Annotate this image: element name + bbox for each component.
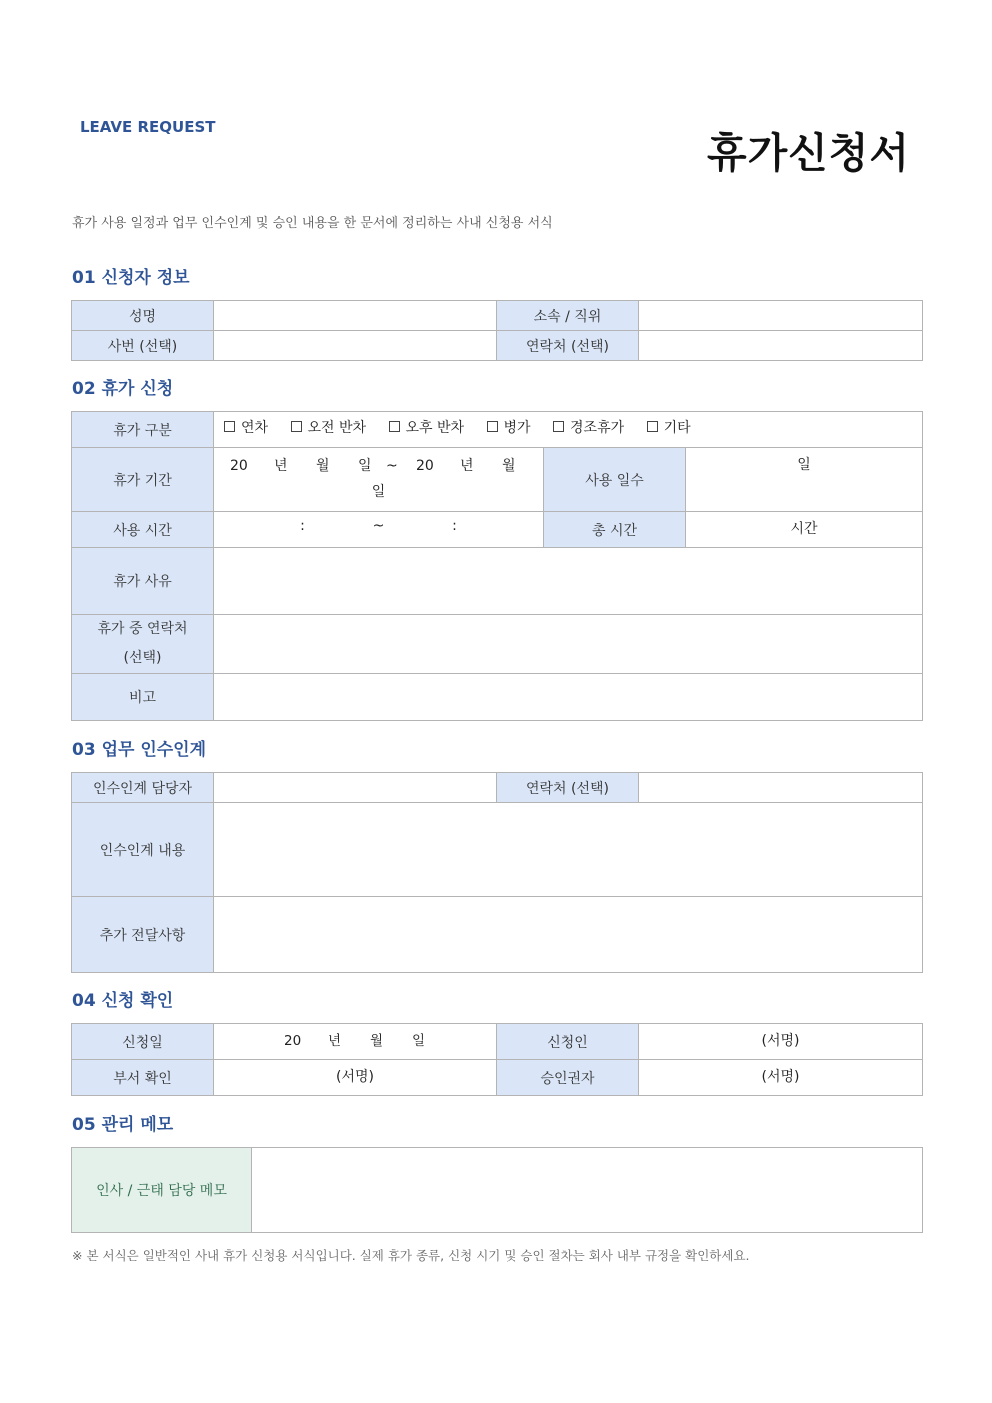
- leave-table: [71, 411, 923, 721]
- approver-signature-field[interactable]: (서명): [639, 1060, 923, 1096]
- application-date-field[interactable]: 20 년 월 일: [214, 1024, 497, 1060]
- handover-content-field[interactable]: [214, 803, 923, 897]
- handover-person-label: 인수인계 담당자: [72, 773, 214, 803]
- leave-reason-label: 휴가 사유: [72, 548, 214, 615]
- contact-during-leave-label: 휴가 중 연락처 (선택): [72, 615, 214, 674]
- hr-memo-label: 인사 / 근태 담당 메모: [72, 1148, 252, 1233]
- department-position-field[interactable]: [639, 301, 923, 331]
- memo-table: [71, 1147, 923, 1233]
- applicant-table: [71, 300, 923, 361]
- checkbox-icon[interactable]: [647, 421, 658, 432]
- total-hours-label: 총 시간: [544, 512, 686, 548]
- remarks-label: 비고: [72, 674, 214, 721]
- section-heading-leave: 02 휴가 신청: [72, 379, 174, 399]
- section-heading-handover: 03 업무 인수인계: [72, 740, 207, 760]
- handover-contact-label: 연락처 (선택): [497, 773, 639, 803]
- checkbox-icon[interactable]: [553, 421, 564, 432]
- department-check-label: 부서 확인: [72, 1060, 214, 1096]
- approver-label: 승인권자: [497, 1060, 639, 1096]
- section-heading-memo: 05 관리 메모: [72, 1115, 174, 1135]
- remarks-field[interactable]: [214, 674, 923, 721]
- name-field[interactable]: [214, 301, 497, 331]
- applicant-signature-label: 신청인: [497, 1024, 639, 1060]
- leave-type-family-event[interactable]: 경조휴가: [553, 420, 624, 436]
- used-time-field[interactable]: : ~ :: [214, 512, 544, 548]
- section-heading-confirm: 04 신청 확인: [72, 991, 174, 1011]
- application-date-label: 신청일: [72, 1024, 214, 1060]
- department-position-label: 소속 / 직위: [497, 301, 639, 331]
- brand-label: LEAVE REQUEST: [80, 118, 216, 136]
- leave-period-field[interactable]: 20 년 월 일 ~ 20 년 월 일: [214, 448, 544, 512]
- used-days-field[interactable]: 일: [686, 448, 923, 512]
- hr-memo-field[interactable]: [252, 1148, 923, 1233]
- leave-type-sick[interactable]: 병가: [487, 420, 531, 436]
- leave-reason-field[interactable]: [214, 548, 923, 615]
- leave-type-other[interactable]: 기타: [647, 420, 691, 436]
- total-hours-field[interactable]: 시간: [686, 512, 923, 548]
- footnote: ※ 본 서식은 일반적인 사내 휴가 신청용 서식입니다. 실제 휴가 종류, 신청 시기 및 승인 절차는 회사 내부 규정을 확인하세요.: [72, 1248, 750, 1263]
- contact-during-leave-field[interactable]: [214, 615, 923, 674]
- leave-type-morning-half[interactable]: 오전 반차: [291, 420, 367, 436]
- handover-contact-field[interactable]: [639, 773, 923, 803]
- section-heading-applicant: 01 신청자 정보: [72, 268, 190, 288]
- leave-type-label: 휴가 구분: [72, 412, 214, 448]
- checkbox-icon[interactable]: [389, 421, 400, 432]
- confirm-table: [71, 1023, 923, 1096]
- used-days-label: 사용 일수: [544, 448, 686, 512]
- leave-period-label: 휴가 기간: [72, 448, 214, 512]
- applicant-contact-label: 연락처 (선택): [497, 331, 639, 361]
- checkbox-icon[interactable]: [487, 421, 498, 432]
- additional-notes-field[interactable]: [214, 897, 923, 973]
- leave-type-annual[interactable]: 연차: [224, 420, 268, 436]
- handover-person-field[interactable]: [214, 773, 497, 803]
- employee-number-field[interactable]: [214, 331, 497, 361]
- handover-content-label: 인수인계 내용: [72, 803, 214, 897]
- checkbox-icon[interactable]: [291, 421, 302, 432]
- checkbox-icon[interactable]: [224, 421, 235, 432]
- department-check-field[interactable]: (서명): [214, 1060, 497, 1096]
- leave-type-options: [214, 412, 923, 448]
- leave-type-afternoon-half[interactable]: 오후 반차: [389, 420, 465, 436]
- additional-notes-label: 추가 전달사항: [72, 897, 214, 973]
- applicant-signature-field[interactable]: (서명): [639, 1024, 923, 1060]
- name-label: 성명: [72, 301, 214, 331]
- used-time-label: 사용 시간: [72, 512, 214, 548]
- document-title: 휴가신청서: [706, 129, 910, 177]
- employee-number-label: 사번 (선택): [72, 331, 214, 361]
- handover-table: [71, 772, 923, 973]
- applicant-contact-field[interactable]: [639, 331, 923, 361]
- document-subtitle: 휴가 사용 일정과 업무 인수인계 및 승인 내용을 한 문서에 정리하는 사내 신청용 서식: [72, 216, 553, 231]
